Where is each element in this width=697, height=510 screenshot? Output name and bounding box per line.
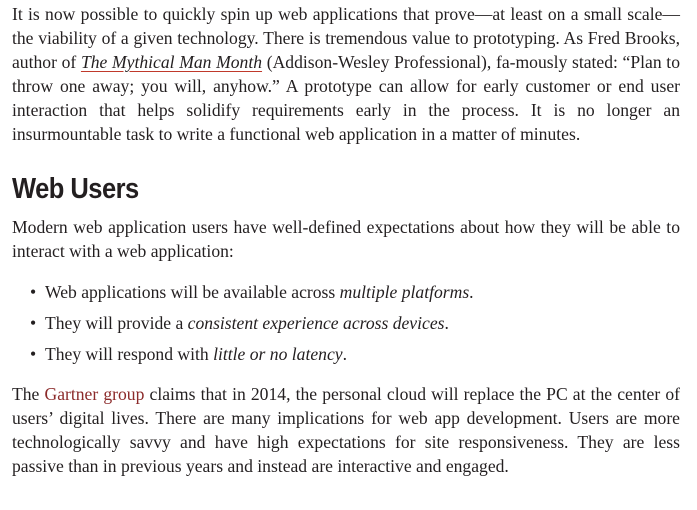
bullet-icon: • (30, 282, 37, 302)
list-item (30, 277, 680, 308)
intro-text-after-book: (Addison-Wesley Professional), fa-mously stated: “Plan to throw one away; you will, anyhow.” A prototype can allow for early customer or end user interaction that helps solidify requirements early in the process. It is no longer an insurmountable task to write a functional web application in a matter of minutes. (12, 52, 680, 144)
book-title-link[interactable]: The Mythical Man Month (80, 52, 263, 72)
bullet-icon: • (30, 313, 37, 333)
bullet-icon: • (30, 344, 37, 364)
gartner-text-before: The (12, 384, 45, 404)
list-item-end: . (342, 344, 347, 364)
users-paragraph: Modern web application users have well-defined expectations about how they will be able to interact with a web application: (12, 217, 680, 261)
list-item-text: They will respond with (45, 344, 214, 364)
list-item-emphasis: consistent experience across devices (187, 313, 445, 333)
list-item-text: Web applications will be available across (45, 282, 340, 302)
list-item-text: They will provide a (45, 313, 188, 333)
gartner-group-link[interactable]: Gartner group (44, 384, 145, 404)
document-page (12, 0, 680, 478)
expectations-list (12, 277, 680, 370)
list-item (30, 339, 680, 370)
list-item-emphasis: little or no latency (213, 344, 343, 364)
gartner-text-after: claims that in 2014, the personal cloud will replace the PC at the center of users’ digital lives. There are many implications for web app development. Users are more technologically savvy and have high expectations for site responsiveness. They are less passive than in previous years and instead are interactive and engaged. (12, 384, 680, 476)
gartner-paragraph (12, 382, 680, 478)
list-item-end: . (469, 282, 474, 302)
intro-paragraph (12, 2, 680, 146)
list-item-emphasis: multiple platforms (339, 282, 470, 302)
list-item-end: . (444, 313, 449, 333)
intro-text-before-book: It is now possible to quickly spin up web applications that prove—at least on a small scale—the viability of a given technology. There is tremendous value to prototyping. As Fred Brooks, author of (12, 4, 680, 72)
list-item (30, 308, 680, 339)
section-heading: Web Users (12, 173, 139, 205)
